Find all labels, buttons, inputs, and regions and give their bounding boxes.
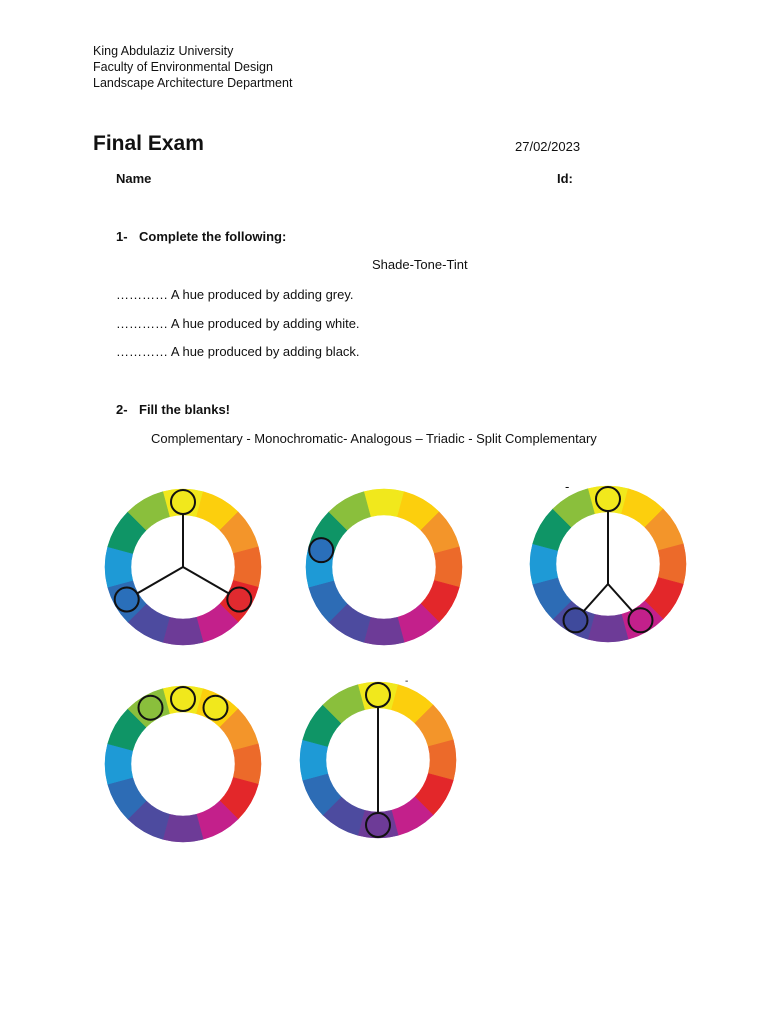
blank-mark: -: [565, 479, 570, 494]
wheel-4-segment: [233, 744, 261, 784]
wheel-3-segment: [530, 544, 558, 584]
exam-title: Final Exam: [93, 132, 204, 155]
wheel-1-marker-red: [227, 588, 251, 612]
wheel-4-segment: [163, 814, 203, 842]
question-1-item: ………… A hue produced by adding grey.: [116, 287, 354, 302]
department-name: Landscape Architecture Department: [93, 76, 293, 90]
name-label: Name: [116, 171, 152, 186]
wheel-1-marker-blue: [115, 588, 139, 612]
wheel-2-marker-blue: [309, 538, 333, 562]
question-2-prompt: Fill the blanks!: [139, 402, 231, 417]
wheel-1-segment: [163, 617, 203, 645]
wheel-5-marker-yellow: [366, 683, 390, 707]
wheel-2-segment: [364, 489, 404, 517]
wheel-3-marker-magenta: [629, 608, 653, 632]
wheel-1-segment: [105, 547, 133, 587]
question-1-item: ………… A hue produced by adding white.: [116, 316, 360, 331]
blank-mark: -: [405, 676, 409, 687]
question-2-number: 2-: [116, 402, 128, 417]
question-1-word-bank: Shade-Tone-Tint: [372, 257, 468, 272]
wheel-3-marker-navy: [564, 608, 588, 632]
wheel-3-marker-yellow: [596, 487, 620, 511]
wheel-3-segment: [658, 544, 686, 584]
wheel-5-segment: [300, 740, 328, 780]
wheel-1-segment: [233, 547, 261, 587]
wheel-4-marker-yellow: [171, 687, 195, 711]
exam-date: 27/02/2023: [515, 139, 581, 154]
faculty-name: Faculty of Environmental Design: [93, 60, 273, 74]
question-2-word-bank: Complementary - Monochromatic- Analogous – Triadic - Split Complementary: [151, 431, 597, 446]
wheel-5-segment: [428, 740, 456, 780]
question-1-number: 1-: [116, 229, 128, 244]
wheel-4-segment: [105, 744, 133, 784]
wheel-4-marker-green: [139, 696, 163, 720]
university-name: King Abdulaziz University: [93, 44, 234, 58]
wheel-5-marker-purple: [366, 813, 390, 837]
wheel-2-segment: [434, 547, 462, 587]
wheel-2-segment: [364, 617, 404, 645]
question-1-item: ………… A hue produced by adding black.: [116, 344, 360, 359]
wheel-4-marker-yellow: [204, 696, 228, 720]
wheel-3-segment: [588, 614, 628, 642]
id-label: Id:: [557, 171, 573, 186]
question-1-prompt: Complete the following:: [139, 229, 287, 244]
wheel-1-marker-yellow: [171, 490, 195, 514]
